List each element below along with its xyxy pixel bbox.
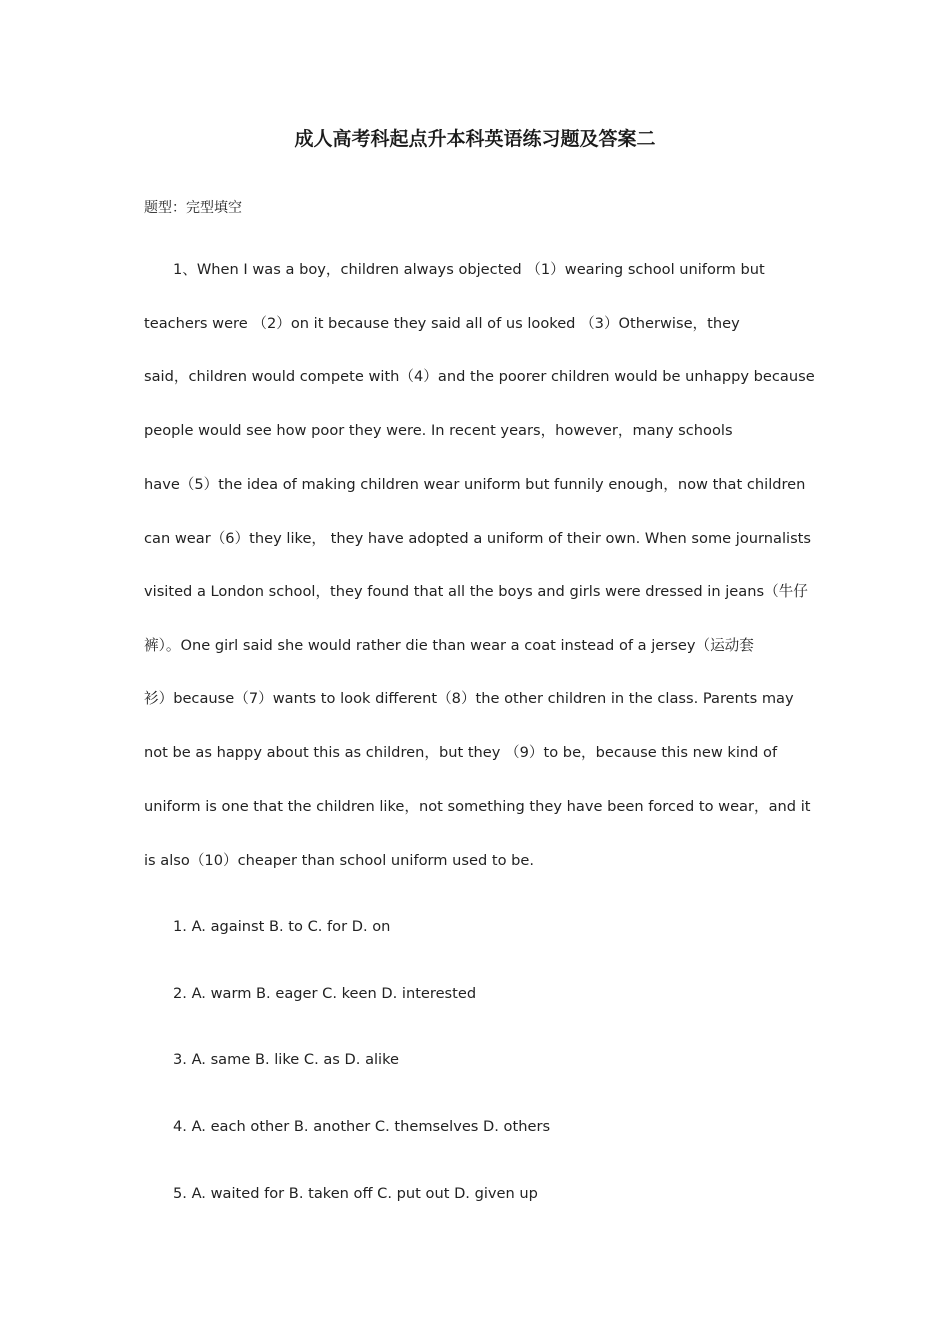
passage-line: said，children would compete with（4）and the poorer children would be unhappy because: [144, 368, 815, 385]
passage-line: uniform is one that the children like，not something they have been forced to wear，and it: [144, 798, 811, 815]
option-item: 4. A. each other B. another C. themselves D. others: [173, 1118, 551, 1135]
question-type-label: 题型：完型填空: [144, 200, 242, 216]
passage-line: can wear（6）they like， they have adopted a uniform of their own. When some journalists: [144, 530, 811, 547]
option-item: 3. A. same B. like C. as D. alike: [173, 1051, 400, 1068]
option-item: 5. A. waited for B. taken off C. put out D. given up: [173, 1185, 538, 1202]
option-item: 1. A. against B. to C. for D. on: [173, 918, 391, 935]
passage-line: not be as happy about this as children，but they （9）to be，because this new kind of: [144, 744, 778, 761]
passage-line: 裤）。One girl said she would rather die than wear a coat instead of a jersey（运动套: [144, 637, 754, 654]
option-item: 2. A. warm B. eager C. keen D. interested: [173, 985, 477, 1002]
passage-line: teachers were （2）on it because they said all of us looked （3）Otherwise，they: [144, 315, 740, 332]
passage-line: 1、When I was a boy，children always objected （1）wearing school uniform but: [173, 261, 765, 278]
passage-line: visited a London school，they found that all the boys and girls were dressed in jeans（牛仔: [144, 583, 808, 600]
passage-line: is also（10）cheaper than school uniform used to be.: [144, 852, 535, 869]
passage-line: people would see how poor they were. In recent years，however，many schools: [144, 422, 733, 439]
passage-line: have（5）the idea of making children wear uniform but funnily enough，now that children: [144, 476, 806, 493]
page-title: 成人高考科起点升本科英语练习题及答案二: [294, 128, 656, 150]
passage-line: 衫）because（7）wants to look different（8）the other children in the class. Parents may: [144, 690, 794, 707]
